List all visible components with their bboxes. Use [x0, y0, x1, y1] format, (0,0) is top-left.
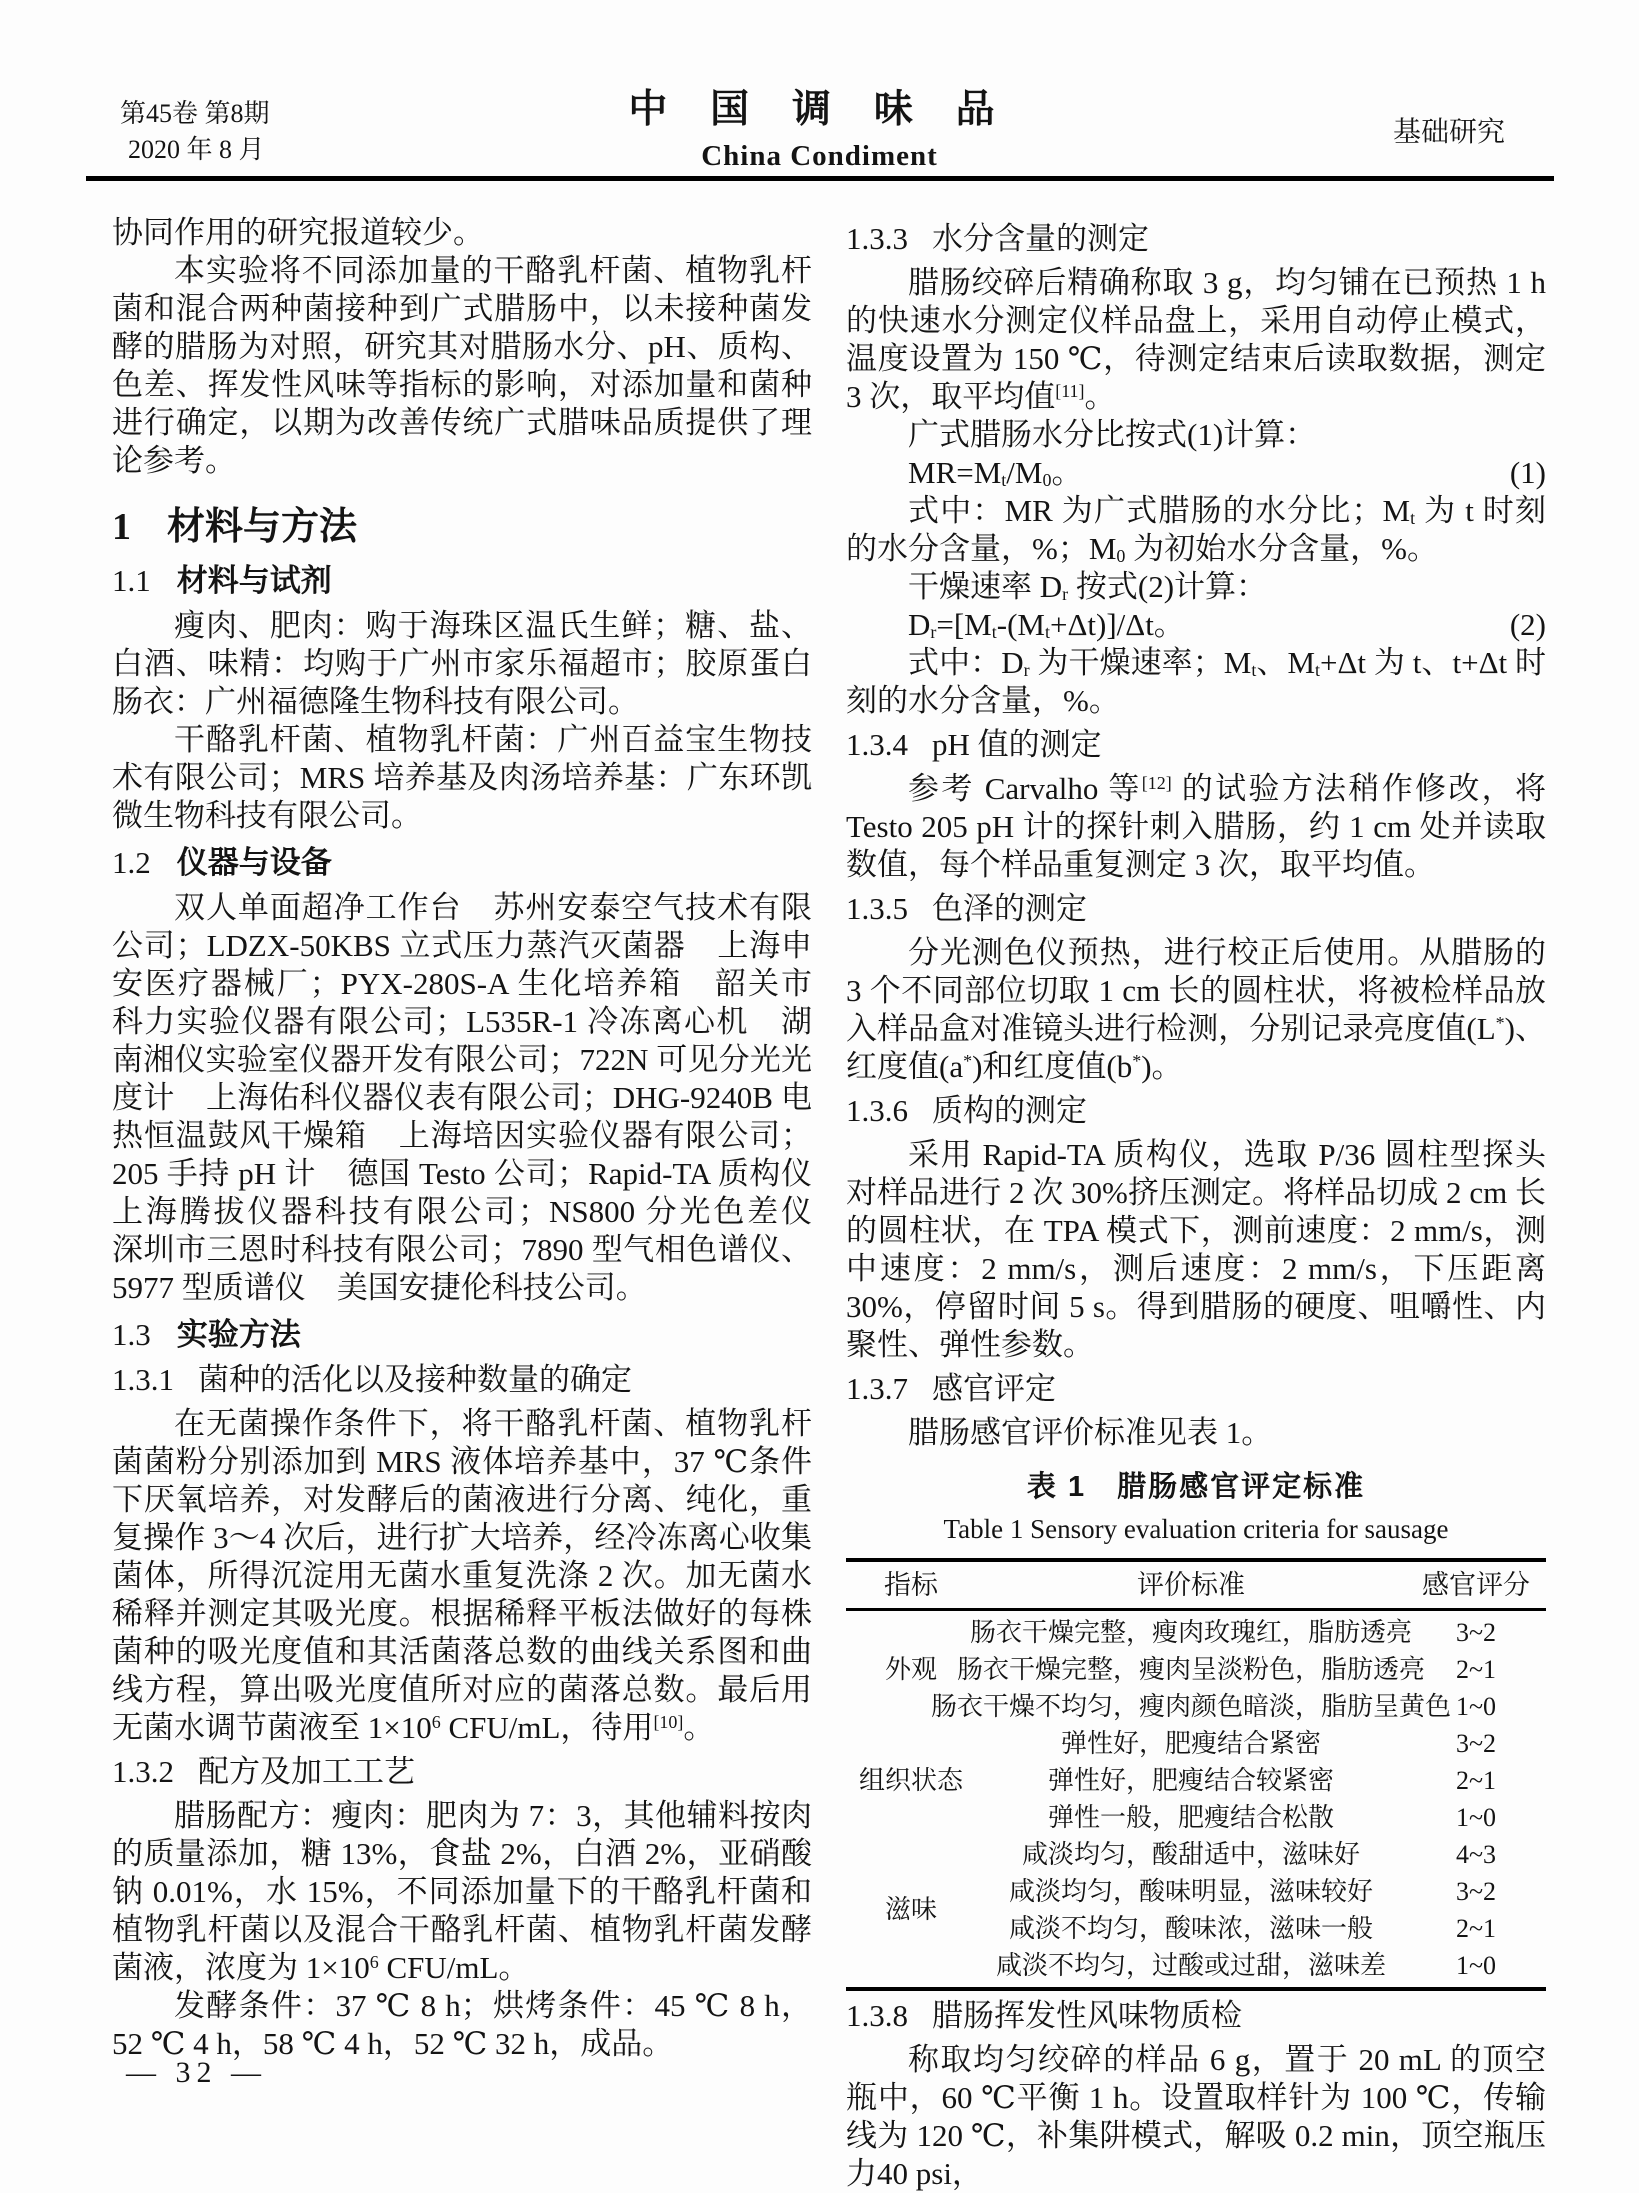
subsubsection-heading-1-3-7: [846, 1370, 1546, 1408]
criteria-cell: 弹性一般，肥瘦结合松散: [1047, 1802, 1334, 1832]
paragraph-materials-2: 干酪乳杆菌、植物乳杆菌：广州百益宝生物技术有限公司；MRS 培养基及肉汤培养基：广东环凯微生物科技有限公司。: [112, 722, 812, 833]
table-header-row: [846, 1562, 1546, 1611]
subsection-heading-1-2: [112, 844, 812, 882]
score-cell: 2~1: [1455, 1765, 1497, 1795]
group-label-texture-state: 组织状态: [858, 1765, 963, 1795]
paragraph-materials-1: 瘦肉、肥肉：购于海珠区温氏生鲜；糖、盐、白酒、味精：均购于广州市家乐福超市；胶原蛋白肠衣：广州福德隆生物科技有限公司。: [112, 608, 812, 719]
table-caption-en: Table 1 Sensory evaluation criteria for sausage: [943, 1514, 1449, 1544]
equation-body: $MR=M_t/M_0$。: [908, 455, 1083, 491]
paragraph-intro: 本实验将不同添加量的干酪乳杆菌、植物乳杆菌和混合两种菌接种到广式腊肠中，以未接种菌发酵的腊肠为对照，研究其对腊肠水分、pH、质构、色差、挥发性风味等指标的影响，对添加量和菌种进行确定，以期为改善传统广式腊味品质提供了理论参考。: [112, 253, 812, 478]
paragraph-sensory-ref: 腊肠感官评价标准见表 1。: [908, 1415, 1273, 1450]
subsection-title: 仪器与设备: [176, 845, 332, 880]
subsubsection-number: 1.3.3: [846, 221, 908, 256]
subsubsection-number: 1.3.2: [112, 1754, 174, 1789]
subsubsection-title: 配方及加工工艺: [198, 1754, 415, 1789]
subsubsection-heading-1-3-8: [846, 1997, 1546, 2035]
subsubsection-number: 1.3.5: [846, 891, 908, 926]
score-cell: 1~0: [1455, 1950, 1497, 1980]
equation-body: $D_r=[M_t-(M_t+\Delta t)]/\Delta t$。: [908, 607, 1185, 643]
table-header-score: 感官评分: [1422, 1570, 1530, 1600]
score-cell: 4~3: [1455, 1839, 1497, 1869]
paragraph-moisture: 腊肠绞碎后精确称取 3 g，均匀铺在已预热 1 h 的快速水分测定仪样品盘上，采用自动停止模式，温度设置为 150 ℃，待测定结束后读取数据，测定 3 次，取平均值[11]。: [846, 265, 1546, 414]
criteria-cell: 弹性好，肥瘦结合紧密: [1060, 1728, 1321, 1758]
header-rule: [86, 176, 1554, 181]
paragraph-texture: 采用 Rapid-TA 质构仪，选取 P/36 圆柱型探头对样品进行 2 次 30%挤压测定。将样品切成 2 cm 长的圆柱状，在 TPA 模式下，测前速度：2 mm/s，测中速度：2 mm/s，测后速度：2 mm/s，下压距离 30%，停留时间 5 s。得到腊肠的硬度、咀嚼性、内聚性、弹性参数。: [846, 1137, 1546, 1362]
criteria-cell: 肠衣干燥完整，瘦肉呈淡粉色，脂肪透亮: [957, 1654, 1426, 1684]
subsubsection-number: 1.3.1: [112, 1362, 174, 1397]
group-label-taste: 滋味: [884, 1895, 937, 1924]
score-cell: 1~0: [1455, 1802, 1497, 1832]
subsection-title: 实验方法: [176, 1317, 301, 1352]
criteria-cell: 咸淡均匀，酸味明显，滋味较好: [1008, 1876, 1373, 1906]
paragraph-color: 分光测色仪预热，进行校正后使用。从腊肠的 3 个不同部位切取 1 cm 长的圆柱状，将被检样品放入样品盒对准镜头进行检测，分别记录亮度值(L*)、红度值(a*)和红度值(b*)。: [846, 935, 1546, 1084]
equation-number: (1): [1509, 455, 1546, 490]
score-cell: 3~2: [1455, 1876, 1497, 1906]
journal-title-cn: 中 国 调 味 品: [628, 88, 1011, 131]
group-label-appearance: 外观: [884, 1654, 937, 1684]
journal-volume-issue: 第45卷 第8期: [120, 99, 270, 128]
score-cell: 2~1: [1455, 1654, 1497, 1684]
subsubsection-title: 感官评定: [932, 1371, 1056, 1406]
journal-date: 2020 年 8 月: [128, 135, 265, 164]
paragraph-formula2-intro: 干燥速率 $D_r$ 按式(2)计算：: [908, 569, 1268, 605]
sensory-table: [846, 1558, 1546, 1991]
subsubsection-title: 腊肠挥发性风味物质检: [932, 1998, 1242, 2033]
page-number: — 32 —: [126, 2056, 267, 2089]
criteria-cell: 咸淡不均匀，过酸或过甜，滋味差: [995, 1950, 1386, 1980]
right-column: [846, 214, 1546, 2193]
criteria-cell: 肠衣干燥不均匀，瘦肉颜色暗淡，脂肪呈黄色: [931, 1691, 1452, 1721]
equation-2: [846, 606, 1546, 644]
paragraph-eq1-note: 式中：MR 为广式腊肠的水分比；$M_t$ 为 t 时刻的水分含量，%；$M_0$ 为初始水分含量，%。: [846, 493, 1546, 567]
subsection-title: 材料与试剂: [176, 563, 332, 598]
section-heading-1: [112, 508, 812, 546]
score-cell: 2~1: [1455, 1913, 1497, 1943]
subsubsection-title: 色泽的测定: [932, 891, 1087, 926]
subsection-heading-1-1: [112, 562, 812, 600]
equation-1: [846, 454, 1546, 492]
subsubsection-heading-1-3-6: [846, 1092, 1546, 1130]
paragraph-ph: 参考 Carvalho 等[12] 的试验方法稍作修改，将 Testo 205 pH 计的探针刺入腊肠，约 1 cm 处并读取数值，每个样品重复测定 3 次，取平均值。: [846, 771, 1546, 882]
subsubsection-heading-1-3-5: [846, 890, 1546, 928]
subsubsection-number: 1.3.4: [846, 727, 908, 762]
criteria-cell: 肠衣干燥完整，瘦肉玫瑰红，脂肪透亮: [970, 1617, 1413, 1647]
paragraph-intro-continuation: 协同作用的研究报道较少。: [112, 215, 484, 250]
paragraph-volatile: 称取均匀绞碎的样品 6 g，置于 20 mL 的顶空瓶中，60 ℃平衡 1 h。设置取样针为 100 ℃，传输线为 120 ℃，补集阱模式，解吸 0.2 min，顶空瓶压力40 psi，: [846, 2042, 1546, 2191]
subsection-number: 1.2: [112, 845, 151, 880]
criteria-cell: 弹性好，肥瘦结合较紧密: [1047, 1765, 1334, 1795]
subsubsection-title: pH 值的测定: [932, 727, 1102, 762]
table-caption-cn: 表 1 腊肠感官评定标准: [1026, 1471, 1366, 1503]
paragraph-formula1-intro: 广式腊肠水分比按式(1)计算：: [908, 417, 1317, 452]
subsubsection-heading-1-3-3: [846, 220, 1546, 258]
section-title: 材料与方法: [167, 506, 358, 548]
journal-title-en: China Condiment: [701, 140, 938, 172]
subsubsection-title: 水分含量的测定: [932, 221, 1149, 256]
subsubsection-title: 质构的测定: [932, 1093, 1087, 1128]
subsubsection-number: 1.3.7: [846, 1371, 908, 1406]
table-header-indicator: 指标: [884, 1570, 938, 1600]
subsubsection-title: 菌种的活化以及接种数量的确定: [198, 1362, 632, 1397]
paragraph-recipe: 腊肠配方：瘦肉：肥肉为 7：3，其他辅料按肉的质量添加，糖 13%，食盐 2%，白酒 2%，亚硝酸钠 0.01%，水 15%，不同添加量下的干酪乳杆菌和植物乳杆菌以及混合干酪乳杆菌、植物乳杆菌发酵菌液，浓度为 $1\times 10^6$ CFU/mL。: [112, 1798, 812, 1985]
paragraph-fermentation: 发酵条件：37 ℃ 8 h；烘烤条件：45 ℃ 8 h，52 ℃ 4 h，58 ℃ 4 h，52 ℃ 32 h，成品。: [112, 1988, 812, 2061]
subsection-number: 1.1: [112, 563, 151, 598]
subsubsection-heading-1-3-2: [112, 1753, 812, 1791]
subsection-number: 1.3: [112, 1317, 151, 1352]
subsubsection-number: 1.3.6: [846, 1093, 908, 1128]
score-cell: 3~2: [1455, 1728, 1497, 1758]
score-cell: 3~2: [1455, 1617, 1497, 1647]
section-number: 1: [112, 506, 131, 548]
paragraph-eq2-note: 式中：$D_r$ 为干燥速率；$M_t$、$M_t+\Delta t$ 为 t、t+Δt 时刻的水分含量，%。: [846, 645, 1546, 718]
paragraph-activation: 在无菌操作条件下，将干酪乳杆菌、植物乳杆菌菌粉分别添加到 MRS 液体培养基中，37 ℃条件下厌氧培养，对发酵后的菌液进行分离、纯化，重复操作 3～4 次后，进行扩大培养，经冷冻离心收集菌体，所得沉淀用无菌水重复洗涤 2 次。加无菌水稀释并测定其吸光度。根据稀释平板法做好的每株菌种的吸光度值和其活菌落总数的曲线关系图和曲线方程，算出吸光度值所对应的菌落总数。最后用无菌水调节菌液至 $1\times 10^6$ CFU/mL，待用[10]。: [112, 1406, 812, 1745]
subsubsection-heading-1-3-4: [846, 726, 1546, 764]
criteria-cell: 咸淡均匀，酸甜适中，滋味好: [1021, 1839, 1360, 1869]
score-cell: 1~0: [1455, 1691, 1497, 1721]
subsection-heading-1-3: [112, 1316, 812, 1354]
table-body: [846, 1611, 1546, 1987]
subsubsection-number: 1.3.8: [846, 1998, 908, 2033]
column-category-label: 基础研究: [1392, 117, 1505, 148]
equation-number: (2): [1509, 607, 1546, 642]
left-column: [112, 214, 843, 2063]
subsubsection-heading-1-3-1: [112, 1361, 812, 1399]
criteria-cell: 咸淡不均匀，酸味浓，滋味一般: [1008, 1913, 1373, 1943]
table-header-criteria: 评价标准: [1137, 1570, 1245, 1600]
paragraph-equipment: 双人单面超净工作台 苏州安泰空气技术有限公司；LDZX-50KBS 立式压力蒸汽灭菌器 上海申安医疗器械厂；PYX-280S-A 生化培养箱 韶关市科力实验仪器有限公司；L535R-1 冷冻离心机 湖南湘仪实验室仪器开发有限公司；722N 可见分光光度计 上海佑科仪器仪表有限公司；DHG-9240B 电热恒温鼓风干燥箱 上海培因实验仪器有限公司；205 手持 pH 计 德国 Testo 公司；Rapid-TA 质构仪 上海腾拔仪器科技有限公司；NS800 分光色差仪 深圳市三恩时科技有限公司；7890 型气相色谱仪、5977 型质谱仪 美国安捷伦科技公司。: [112, 890, 843, 1305]
